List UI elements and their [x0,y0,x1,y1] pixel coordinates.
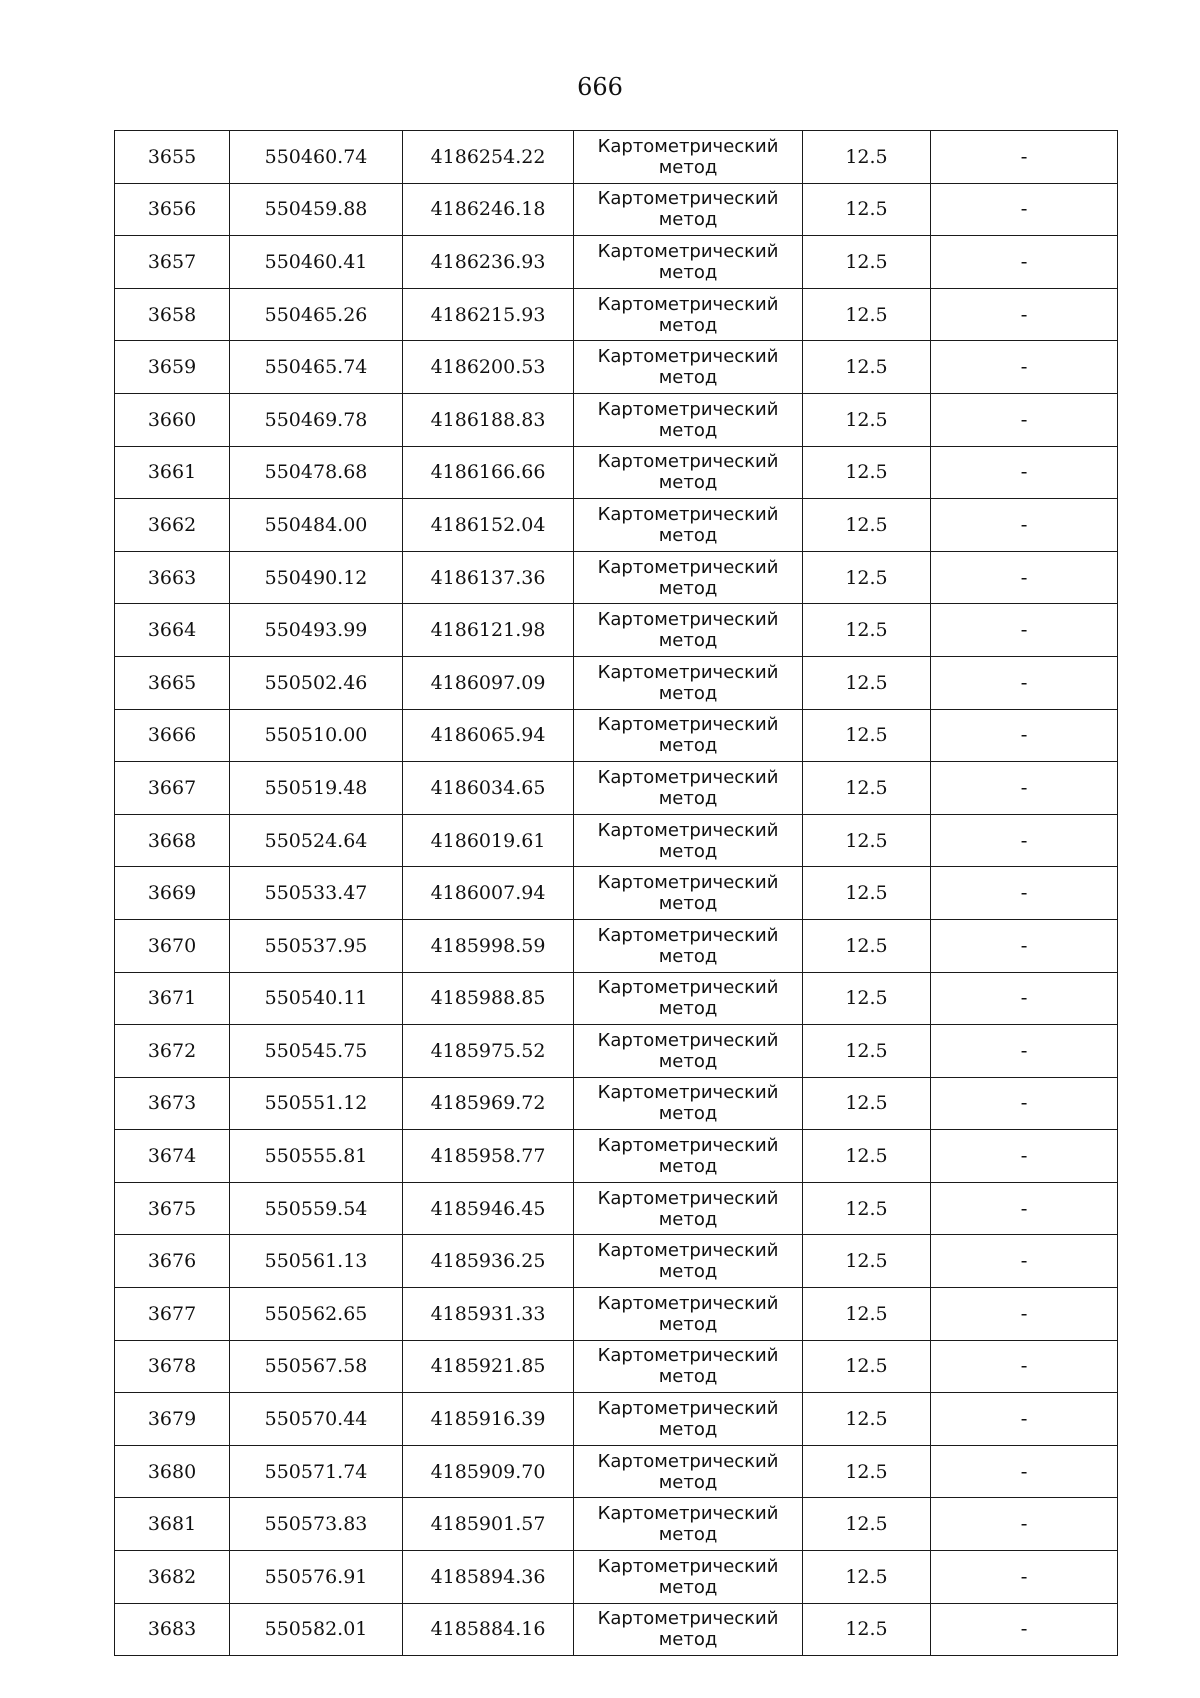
method-cell [574,236,803,289]
point-number-cell: 3665 [115,656,230,709]
note-cell: - [931,1393,1118,1446]
table-row [115,1445,1118,1498]
table-body [115,131,1118,1656]
accuracy-cell: 12.5 [803,604,931,657]
method-line-2: метод [658,1629,718,1651]
method-line-2: метод [658,1576,718,1598]
accuracy-cell: 12.5 [803,814,931,867]
table-row [115,183,1118,236]
method-line-2: метод [658,577,718,599]
method-cell [574,131,803,184]
method-line-2: метод [658,945,718,967]
table-row [115,1130,1118,1183]
y-coordinate-cell: 4186097.09 [403,656,574,709]
note-cell: - [931,814,1118,867]
note-cell: - [931,709,1118,762]
accuracy-cell: 12.5 [803,1603,931,1656]
note-cell: - [931,919,1118,972]
method-cell [574,1077,803,1130]
table-row [115,1235,1118,1288]
x-coordinate-cell: 550573.83 [230,1498,403,1551]
note-cell: - [931,1498,1118,1551]
point-number-cell: 3673 [115,1077,230,1130]
y-coordinate-cell: 4185921.85 [403,1340,574,1393]
method-line-1: Картометрический [597,188,779,210]
table-row [115,1340,1118,1393]
y-coordinate-cell: 4186254.22 [403,131,574,184]
note-cell: - [931,446,1118,499]
method-line-1: Картометрический [597,556,779,578]
table-row [115,1498,1118,1551]
method-line-1: Картометрический [597,293,779,315]
y-coordinate-cell: 4186007.94 [403,867,574,920]
table-row [115,341,1118,394]
x-coordinate-cell: 550465.74 [230,341,403,394]
method-line-2: метод [658,261,718,283]
x-coordinate-cell: 550533.47 [230,867,403,920]
method-cell [574,1130,803,1183]
x-coordinate-cell: 550545.75 [230,1025,403,1078]
method-line-2: метод [658,1261,718,1283]
method-cell [574,1340,803,1393]
note-cell: - [931,604,1118,657]
note-cell: - [931,656,1118,709]
point-number-cell: 3669 [115,867,230,920]
note-cell: - [931,499,1118,552]
point-number-cell: 3663 [115,551,230,604]
note-cell: - [931,131,1118,184]
y-coordinate-cell: 4185894.36 [403,1551,574,1604]
table-row [115,1393,1118,1446]
y-coordinate-cell: 4186152.04 [403,499,574,552]
method-line-1: Картометрический [597,1082,779,1104]
note-cell: - [931,393,1118,446]
table-row [115,236,1118,289]
method-line-1: Картометрический [597,346,779,368]
point-number-cell: 3657 [115,236,230,289]
table-row [115,288,1118,341]
point-number-cell: 3671 [115,972,230,1025]
table-row [115,604,1118,657]
method-line-1: Картометрический [597,1292,779,1314]
note-cell: - [931,1551,1118,1604]
point-number-cell: 3664 [115,604,230,657]
note-cell: - [931,1603,1118,1656]
method-line-2: метод [658,682,718,704]
point-number-cell: 3661 [115,446,230,499]
note-cell: - [931,762,1118,815]
method-line-2: метод [658,1103,718,1125]
method-cell [574,499,803,552]
y-coordinate-cell: 4186121.98 [403,604,574,657]
table-row [115,551,1118,604]
accuracy-cell: 12.5 [803,972,931,1025]
point-number-cell: 3677 [115,1288,230,1341]
point-number-cell: 3668 [115,814,230,867]
x-coordinate-cell: 550469.78 [230,393,403,446]
accuracy-cell: 12.5 [803,131,931,184]
note-cell: - [931,972,1118,1025]
point-number-cell: 3658 [115,288,230,341]
method-cell [574,288,803,341]
accuracy-cell: 12.5 [803,551,931,604]
x-coordinate-cell: 550490.12 [230,551,403,604]
y-coordinate-cell: 4185901.57 [403,1498,574,1551]
method-line-1: Картометрический [597,609,779,631]
x-coordinate-cell: 550582.01 [230,1603,403,1656]
method-line-1: Картометрический [597,977,779,999]
note-cell: - [931,1288,1118,1341]
table-row [115,867,1118,920]
method-line-2: метод [658,1419,718,1441]
method-cell [574,656,803,709]
table-row [115,1025,1118,1078]
x-coordinate-cell: 550540.11 [230,972,403,1025]
method-line-1: Картометрический [597,1608,779,1630]
x-coordinate-cell: 550519.48 [230,762,403,815]
y-coordinate-cell: 4186188.83 [403,393,574,446]
table-row [115,1182,1118,1235]
point-number-cell: 3660 [115,393,230,446]
method-line-1: Картометрический [597,503,779,525]
note-cell: - [931,341,1118,394]
method-cell [574,867,803,920]
method-line-1: Картометрический [597,714,779,736]
y-coordinate-cell: 4185969.72 [403,1077,574,1130]
accuracy-cell: 12.5 [803,1340,931,1393]
point-number-cell: 3682 [115,1551,230,1604]
accuracy-cell: 12.5 [803,288,931,341]
accuracy-cell: 12.5 [803,656,931,709]
note-cell: - [931,1235,1118,1288]
table-row [115,656,1118,709]
method-line-1: Картометрический [597,1555,779,1577]
method-line-2: метод [658,735,718,757]
method-line-1: Картометрический [597,1240,779,1262]
accuracy-cell: 12.5 [803,236,931,289]
table-row [115,709,1118,762]
method-cell [574,551,803,604]
method-line-1: Картометрический [597,1029,779,1051]
point-number-cell: 3675 [115,1182,230,1235]
method-line-2: метод [658,1524,718,1546]
y-coordinate-cell: 4185988.85 [403,972,574,1025]
table-row [115,1288,1118,1341]
x-coordinate-cell: 550510.00 [230,709,403,762]
method-line-1: Картометрический [597,1135,779,1157]
y-coordinate-cell: 4186019.61 [403,814,574,867]
point-number-cell: 3679 [115,1393,230,1446]
method-line-2: метод [658,524,718,546]
x-coordinate-cell: 550460.74 [230,131,403,184]
y-coordinate-cell: 4185936.25 [403,1235,574,1288]
table-row [115,131,1118,184]
method-cell [574,393,803,446]
x-coordinate-cell: 550567.58 [230,1340,403,1393]
accuracy-cell: 12.5 [803,1077,931,1130]
point-number-cell: 3681 [115,1498,230,1551]
method-line-1: Картометрический [597,240,779,262]
point-number-cell: 3670 [115,919,230,972]
x-coordinate-cell: 550561.13 [230,1235,403,1288]
y-coordinate-cell: 4185975.52 [403,1025,574,1078]
method-cell [574,604,803,657]
y-coordinate-cell: 4186246.18 [403,183,574,236]
accuracy-cell: 12.5 [803,867,931,920]
note-cell: - [931,288,1118,341]
table-row [115,972,1118,1025]
method-cell [574,762,803,815]
accuracy-cell: 12.5 [803,341,931,394]
x-coordinate-cell: 550562.65 [230,1288,403,1341]
x-coordinate-cell: 550493.99 [230,604,403,657]
method-cell [574,446,803,499]
accuracy-cell: 12.5 [803,919,931,972]
method-line-1: Картометрический [597,661,779,683]
method-line-2: метод [658,209,718,231]
table-row [115,499,1118,552]
table-row [115,446,1118,499]
table-row [115,919,1118,972]
method-cell [574,1445,803,1498]
note-cell: - [931,1445,1118,1498]
method-line-2: метод [658,156,718,178]
method-line-1: Картометрический [597,1503,779,1525]
table-row [115,814,1118,867]
method-line-2: метод [658,1156,718,1178]
method-line-1: Картометрический [597,1187,779,1209]
note-cell: - [931,551,1118,604]
method-line-2: метод [658,787,718,809]
note-cell: - [931,183,1118,236]
y-coordinate-cell: 4186137.36 [403,551,574,604]
note-cell: - [931,1025,1118,1078]
page-number: 666 [577,73,623,101]
point-number-cell: 3672 [115,1025,230,1078]
y-coordinate-cell: 4185909.70 [403,1445,574,1498]
x-coordinate-cell: 550524.64 [230,814,403,867]
table-row [115,1551,1118,1604]
method-line-1: Картометрический [597,1345,779,1367]
method-line-2: метод [658,893,718,915]
method-line-1: Картометрический [597,924,779,946]
accuracy-cell: 12.5 [803,709,931,762]
method-line-2: метод [658,314,718,336]
x-coordinate-cell: 550460.41 [230,236,403,289]
method-line-1: Картометрический [597,451,779,473]
y-coordinate-cell: 4186236.93 [403,236,574,289]
x-coordinate-cell: 550571.74 [230,1445,403,1498]
y-coordinate-cell: 4186034.65 [403,762,574,815]
method-line-2: метод [658,419,718,441]
method-line-2: метод [658,630,718,652]
y-coordinate-cell: 4186200.53 [403,341,574,394]
method-cell [574,1603,803,1656]
accuracy-cell: 12.5 [803,499,931,552]
y-coordinate-cell: 4186166.66 [403,446,574,499]
point-number-cell: 3655 [115,131,230,184]
method-line-2: метод [658,1366,718,1388]
method-line-2: метод [658,1471,718,1493]
note-cell: - [931,1130,1118,1183]
y-coordinate-cell: 4185931.33 [403,1288,574,1341]
table-row [115,1603,1118,1656]
x-coordinate-cell: 550502.46 [230,656,403,709]
accuracy-cell: 12.5 [803,1393,931,1446]
method-line-2: метод [658,998,718,1020]
method-cell [574,814,803,867]
y-coordinate-cell: 4185998.59 [403,919,574,972]
method-line-2: метод [658,1208,718,1230]
point-number-cell: 3662 [115,499,230,552]
method-cell [574,1393,803,1446]
method-cell [574,709,803,762]
accuracy-cell: 12.5 [803,1130,931,1183]
method-cell [574,1288,803,1341]
accuracy-cell: 12.5 [803,1182,931,1235]
y-coordinate-cell: 4185916.39 [403,1393,574,1446]
method-cell [574,1182,803,1235]
method-line-1: Картометрический [597,1450,779,1472]
method-cell [574,972,803,1025]
method-line-2: метод [658,1050,718,1072]
accuracy-cell: 12.5 [803,183,931,236]
point-number-cell: 3676 [115,1235,230,1288]
table-row [115,1077,1118,1130]
method-cell [574,1498,803,1551]
y-coordinate-cell: 4185946.45 [403,1182,574,1235]
coordinates-table [114,130,1118,1656]
point-number-cell: 3680 [115,1445,230,1498]
x-coordinate-cell: 550478.68 [230,446,403,499]
point-number-cell: 3659 [115,341,230,394]
method-line-1: Картометрический [597,872,779,894]
x-coordinate-cell: 550484.00 [230,499,403,552]
method-line-2: метод [658,367,718,389]
y-coordinate-cell: 4185958.77 [403,1130,574,1183]
method-line-1: Картометрический [597,766,779,788]
accuracy-cell: 12.5 [803,762,931,815]
accuracy-cell: 12.5 [803,1498,931,1551]
method-cell [574,919,803,972]
x-coordinate-cell: 550551.12 [230,1077,403,1130]
point-number-cell: 3674 [115,1130,230,1183]
method-line-2: метод [658,840,718,862]
method-line-2: метод [658,1313,718,1335]
y-coordinate-cell: 4186065.94 [403,709,574,762]
method-line-1: Картометрический [597,1398,779,1420]
x-coordinate-cell: 550576.91 [230,1551,403,1604]
point-number-cell: 3666 [115,709,230,762]
note-cell: - [931,867,1118,920]
method-cell [574,341,803,394]
note-cell: - [931,1182,1118,1235]
accuracy-cell: 12.5 [803,1235,931,1288]
method-line-1: Картометрический [597,135,779,157]
table-row [115,762,1118,815]
method-cell [574,183,803,236]
y-coordinate-cell: 4186215.93 [403,288,574,341]
note-cell: - [931,1340,1118,1393]
table-row [115,393,1118,446]
x-coordinate-cell: 550555.81 [230,1130,403,1183]
accuracy-cell: 12.5 [803,1025,931,1078]
x-coordinate-cell: 550559.54 [230,1182,403,1235]
method-line-1: Картометрический [597,398,779,420]
x-coordinate-cell: 550465.26 [230,288,403,341]
method-cell [574,1235,803,1288]
method-line-2: метод [658,472,718,494]
point-number-cell: 3656 [115,183,230,236]
method-line-1: Картометрический [597,819,779,841]
accuracy-cell: 12.5 [803,1445,931,1498]
x-coordinate-cell: 550459.88 [230,183,403,236]
point-number-cell: 3678 [115,1340,230,1393]
note-cell: - [931,1077,1118,1130]
method-cell [574,1025,803,1078]
x-coordinate-cell: 550570.44 [230,1393,403,1446]
accuracy-cell: 12.5 [803,1551,931,1604]
note-cell: - [931,236,1118,289]
point-number-cell: 3683 [115,1603,230,1656]
accuracy-cell: 12.5 [803,393,931,446]
method-cell [574,1551,803,1604]
accuracy-cell: 12.5 [803,446,931,499]
y-coordinate-cell: 4185884.16 [403,1603,574,1656]
point-number-cell: 3667 [115,762,230,815]
accuracy-cell: 12.5 [803,1288,931,1341]
x-coordinate-cell: 550537.95 [230,919,403,972]
